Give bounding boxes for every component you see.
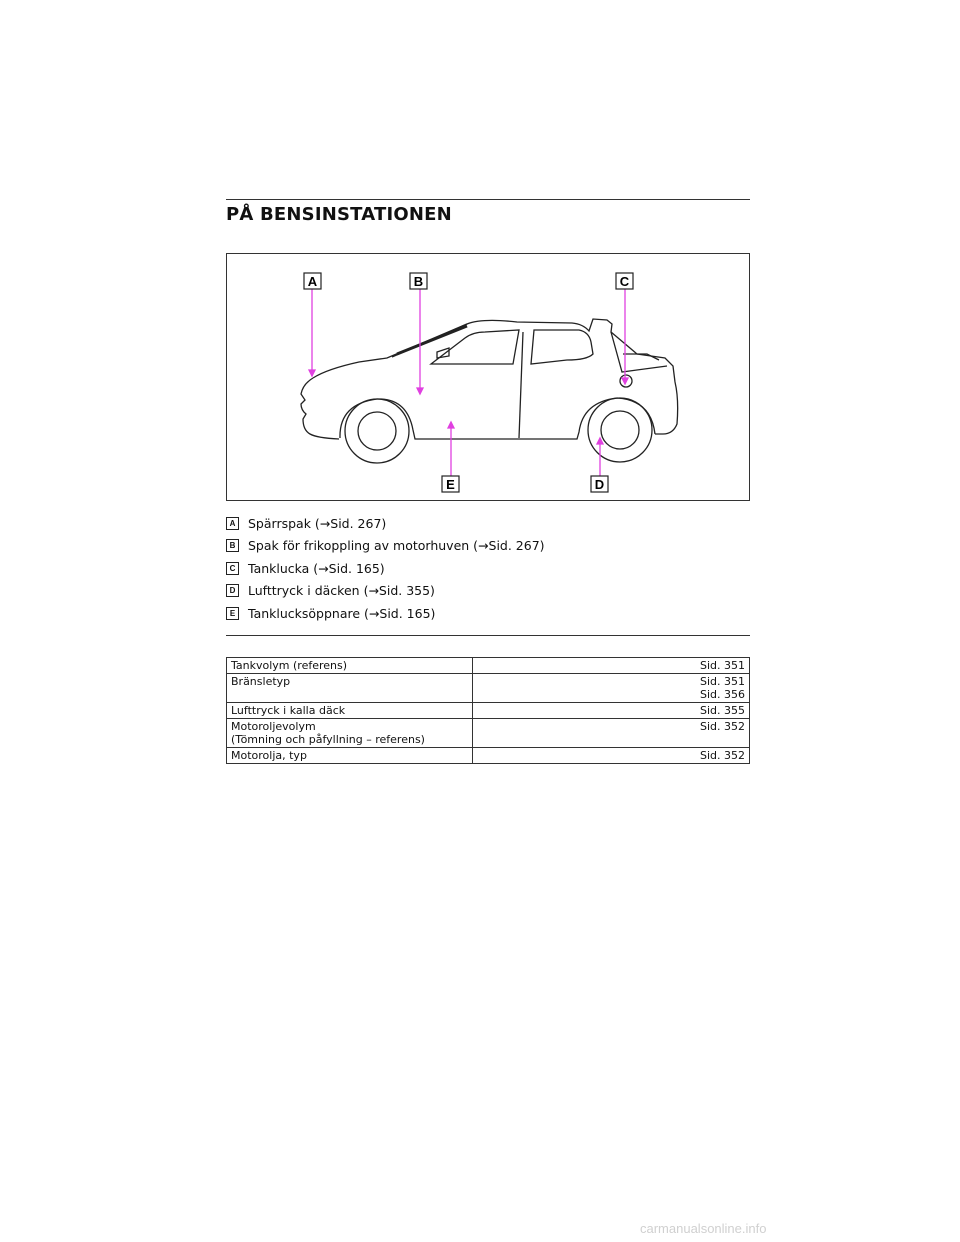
- car-outline: [301, 319, 678, 439]
- table-label: Motorolja, typ: [227, 748, 473, 764]
- callout-text: Spärrspak (→Sid. 267): [248, 515, 387, 531]
- label-e: E: [446, 477, 455, 492]
- section-rule: [226, 635, 750, 636]
- page-title: PÅ BENSINSTATIONEN: [226, 204, 452, 225]
- table-value: Sid. 352: [473, 719, 750, 748]
- callout-text: Lufttryck i däcken (→Sid. 355): [248, 583, 435, 599]
- front-rim: [358, 412, 396, 450]
- callout-badge: B: [226, 539, 239, 552]
- table-row: [227, 748, 750, 764]
- table-value: Sid. 351: [473, 658, 750, 674]
- top-rule: [226, 199, 750, 200]
- car-diagram: [226, 253, 750, 501]
- callout-item: [226, 602, 750, 625]
- label-d: D: [594, 477, 605, 492]
- callout-item: [226, 580, 750, 603]
- table-row: [227, 719, 750, 748]
- table-row: [227, 674, 750, 703]
- label-c: C: [619, 274, 630, 289]
- table-value: Sid. 355: [473, 703, 750, 719]
- callout-item: [226, 512, 750, 535]
- callout-text: Tanklucka (→Sid. 165): [248, 560, 385, 576]
- table-row: [227, 703, 750, 719]
- callout-badge: A: [226, 517, 239, 530]
- callout-badge: D: [226, 584, 239, 597]
- callout-badge: E: [226, 607, 239, 620]
- watermark: carmanualsonline.info: [640, 1221, 767, 1236]
- table-label: Motoroljevolym (Tömning och påfyllning – referens): [227, 719, 473, 748]
- callout-text: Tanklucksöppnare (→Sid. 165): [248, 605, 436, 621]
- rear-wheel: [588, 398, 652, 462]
- callout-badge: C: [226, 562, 239, 575]
- letter-boxes: [304, 273, 633, 492]
- callout-text: Spak för frikoppling av motorhuven (→Sid. 267): [248, 538, 545, 554]
- car-side-illustration: [227, 254, 749, 500]
- rear-rim: [601, 411, 639, 449]
- label-b: B: [413, 274, 424, 289]
- pointer-lines: [309, 289, 628, 476]
- callout-item: [226, 535, 750, 558]
- callout-item: [226, 557, 750, 580]
- reference-table: [226, 657, 750, 764]
- table-label: Lufttryck i kalla däck: [227, 703, 473, 719]
- table-row: [227, 658, 750, 674]
- front-wheel: [345, 399, 409, 463]
- label-a: A: [307, 274, 318, 289]
- table-value: Sid. 352: [473, 748, 750, 764]
- table-label: Bränsletyp: [227, 674, 473, 703]
- table-label: Tankvolym (referens): [227, 658, 473, 674]
- callout-list: [226, 512, 750, 625]
- wheels: [345, 398, 652, 463]
- table-value: Sid. 351 Sid. 356: [473, 674, 750, 703]
